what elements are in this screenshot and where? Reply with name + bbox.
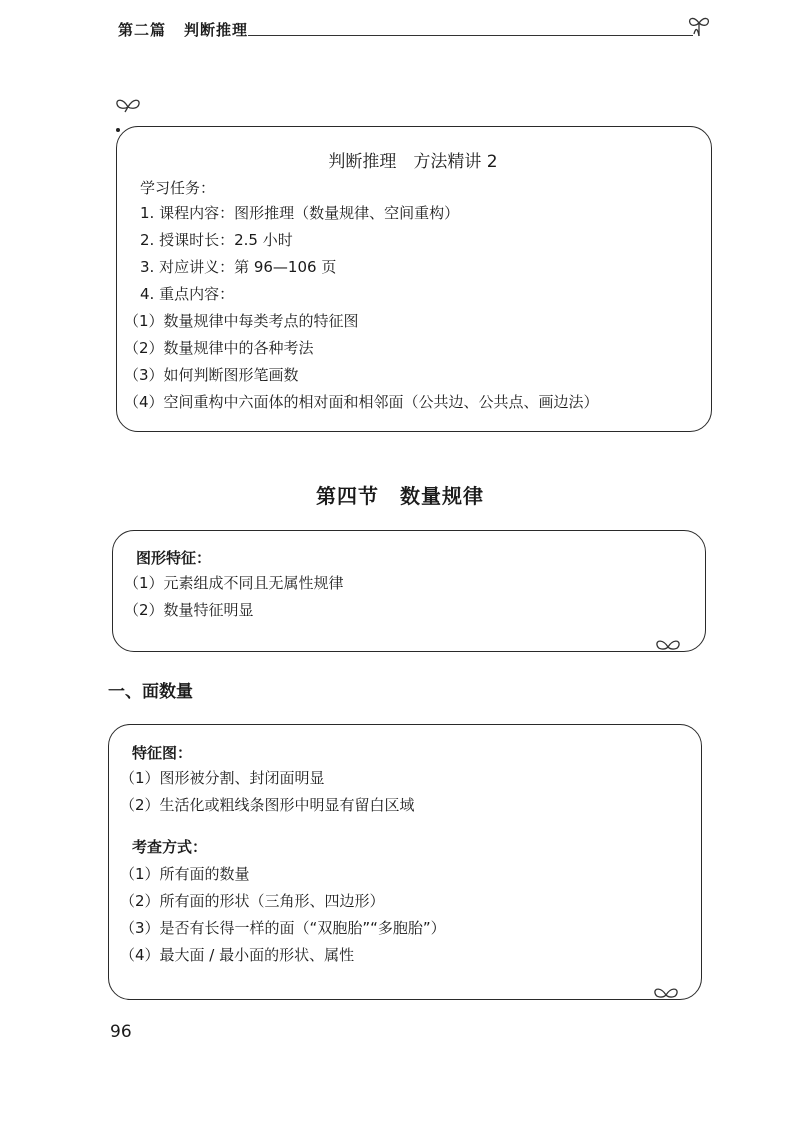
feature-items — [124, 570, 344, 624]
list-item: （4）最大面 / 最小面的形状、属性 — [120, 946, 355, 964]
bullet-dot — [116, 128, 120, 132]
list-item: （4）空间重构中六面体的相对面和相邻面（公共边、公共点、画边法） — [124, 393, 599, 411]
list-item: （1）图形被分割、封闭面明显 — [120, 769, 325, 787]
list-item: （1）所有面的数量 — [120, 865, 250, 883]
list-item: 2. 授课时长：2.5 小时 — [140, 231, 293, 249]
list-item: （2）生活化或粗线条图形中明显有留白区域 — [120, 796, 415, 814]
subsection-heading: 一、面数量 — [108, 682, 193, 702]
list-item: 3. 对应讲义：第 96—106 页 — [140, 258, 337, 276]
list-item: （3）如何判断图形笔画数 — [124, 366, 299, 384]
sprout-icon — [114, 95, 142, 113]
exam-method-items — [120, 861, 446, 969]
task-label: 学习任务： — [140, 179, 216, 197]
feature-graph-items — [120, 765, 415, 819]
feature-label: 图形特征： — [136, 549, 212, 567]
list-item: 1. 课程内容：图形推理（数量规律、空间重构） — [140, 204, 460, 222]
list-item: （1）数量规律中每类考点的特征图 — [124, 312, 359, 330]
header-rule — [248, 35, 693, 36]
list-item: （2）数量规律中的各种考法 — [124, 339, 314, 357]
exam-method-label: 考查方式： — [132, 838, 208, 856]
section-heading: 第四节 数量规律 — [316, 484, 484, 508]
sprout-icon — [654, 638, 682, 654]
list-item: （3）是否有长得一样的面（“双胞胎”“多胞胎”） — [120, 919, 446, 937]
feature-graph-label: 特征图： — [132, 744, 193, 762]
lesson-title: 判断推理 方法精讲 2 — [328, 152, 498, 172]
sprout-icon — [686, 12, 712, 38]
running-header — [118, 19, 248, 40]
list-item: （2）所有面的形状（三角形、四边形） — [120, 892, 385, 910]
list-item: （1）元素组成不同且无属性规律 — [124, 574, 344, 592]
header-part: 第二篇 — [118, 21, 167, 39]
lesson-items — [124, 200, 599, 416]
list-item: 4. 重点内容： — [140, 285, 235, 303]
page-number: 96 — [110, 1022, 132, 1042]
sprout-icon — [652, 986, 680, 1002]
header-section: 判断推理 — [184, 21, 249, 39]
list-item: （2）数量特征明显 — [124, 601, 254, 619]
